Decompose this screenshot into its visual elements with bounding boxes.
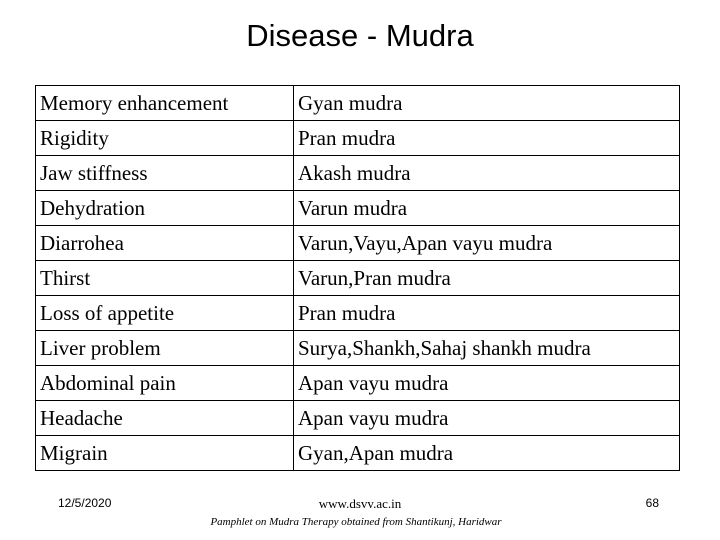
- table-row: [36, 331, 680, 366]
- mudra-cell: Gyan mudra: [294, 86, 680, 121]
- table-row: [36, 226, 680, 261]
- table-row: [36, 401, 680, 436]
- table-row: [36, 436, 680, 471]
- disease-cell: Liver problem: [36, 331, 294, 366]
- disease-cell: Dehydration: [36, 191, 294, 226]
- disease-cell: Rigidity: [36, 121, 294, 156]
- mudra-cell: Akash mudra: [294, 156, 680, 191]
- disease-cell: Headache: [36, 401, 294, 436]
- footer-source: Pamphlet on Mudra Therapy obtained from Shantikunj, Haridwar: [210, 516, 502, 528]
- disease-cell: Abdominal pain: [36, 366, 294, 401]
- table-row: [36, 121, 680, 156]
- table-row: [36, 191, 680, 226]
- mudra-cell: Pran mudra: [294, 121, 680, 156]
- table-body: [36, 86, 680, 471]
- disease-cell: Diarrohea: [36, 226, 294, 261]
- mudra-cell: Varun,Vayu,Apan vayu mudra: [294, 226, 680, 261]
- disease-cell: Thirst: [36, 261, 294, 296]
- table-row: [36, 366, 680, 401]
- table-row: [36, 86, 680, 121]
- slide-title: Disease - Mudra: [246, 18, 474, 53]
- footer-date: 12/5/2020: [58, 496, 112, 510]
- mudra-cell: Apan vayu mudra: [294, 401, 680, 436]
- mudra-cell: Pran mudra: [294, 296, 680, 331]
- disease-cell: Jaw stiffness: [36, 156, 294, 191]
- disease-cell: Memory enhancement: [36, 86, 294, 121]
- disease-mudra-table: [35, 85, 680, 471]
- mudra-cell: Apan vayu mudra: [294, 366, 680, 401]
- table-row: [36, 156, 680, 191]
- disease-cell: Migrain: [36, 436, 294, 471]
- disease-cell: Loss of appetite: [36, 296, 294, 331]
- mudra-cell: Varun mudra: [294, 191, 680, 226]
- mudra-cell: Surya,Shankh,Sahaj shankh mudra: [294, 331, 680, 366]
- mudra-cell: Gyan,Apan mudra: [294, 436, 680, 471]
- table-row: [36, 261, 680, 296]
- mudra-cell: Varun,Pran mudra: [294, 261, 680, 296]
- table-row: [36, 296, 680, 331]
- page-number: 68: [645, 496, 659, 510]
- footer-url: www.dsvv.ac.in: [318, 496, 402, 511]
